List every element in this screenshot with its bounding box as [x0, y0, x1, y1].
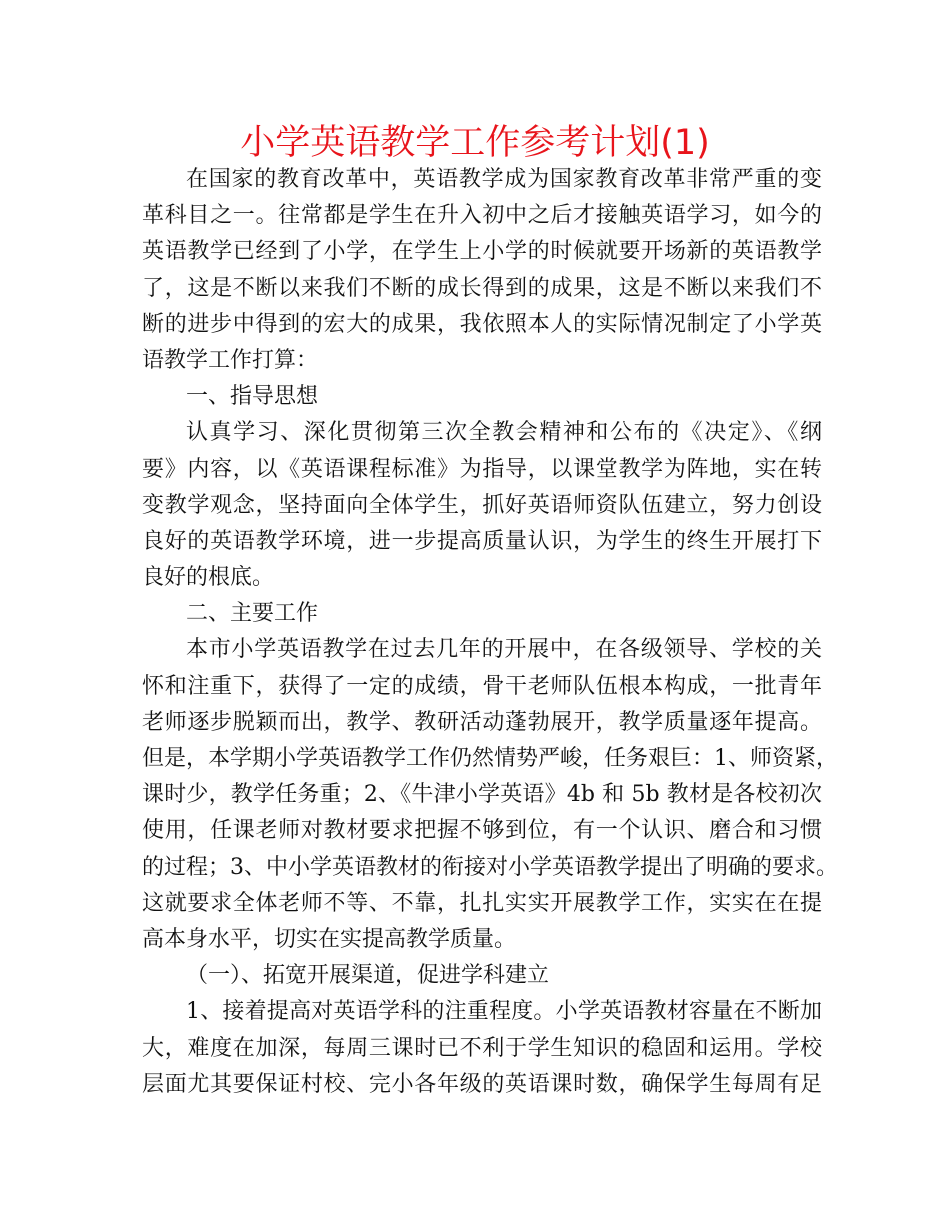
paragraph-line: 老师逐步脱颖而出，教学、教研活动蓬勃展开，教学质量逐年提高。 [142, 709, 822, 735]
paragraph-line: 本市小学英语教学在过去几年的开展中，在各级领导、学校的关 [186, 637, 822, 663]
paragraph-line: 变教学观念，坚持面向全体学生，抓好英语师资队伍建立，努力创设 [142, 492, 822, 518]
paragraph-line: 怀和注重下，获得了一定的成绩，骨干老师队伍根本构成，一批青年 [142, 673, 822, 699]
section-heading: 二、主要工作 [186, 601, 319, 627]
paragraph-line: 但是，本学期小学英语教学工作仍然情势严峻，任务艰巨：1、师资紧， [142, 746, 838, 771]
document-body [142, 162, 838, 1103]
paragraph-line: 层面尤其要保证村校、完小各年级的英语课时数，确保学生每周有足 [142, 1071, 822, 1097]
paragraph-line: 语教学工作打算： [142, 347, 319, 373]
paragraph-line: 课时少，教学任务重；2、《牛津小学英语》4b 和 5b 教材是各校初次 [142, 782, 822, 808]
paragraph-line: 断的进步中得到的宏大的成果，我依照本人的实际情况制定了小学英 [142, 311, 822, 337]
paragraph-line: 1、接着提高对英语学科的注重程度。小学英语教材容量在不断加 [186, 999, 822, 1025]
paragraph-line: 的过程；3、中小学英语教材的衔接对小学英语教学提出了明确的要求。 [142, 854, 838, 880]
paragraph-line: 认真学习、深化贯彻第三次全教会精神和公布的《决定》、《纲 [186, 420, 822, 446]
paragraph-line: 良好的根底。 [142, 565, 275, 591]
subsection-heading: （一）、拓宽开展渠道，促进学科建立 [186, 963, 550, 989]
section-heading: 一、指导思想 [186, 384, 319, 410]
paragraph-line: 要》内容，以《英语课程标准》为指导，以课堂教学为阵地，实在转 [142, 456, 822, 482]
paragraph-line: 英语教学已经到了小学，在学生上小学的时候就要开场新的英语教学 [142, 239, 822, 265]
paragraph-line: 革科目之一。往常都是学生在升入初中之后才接触英语学习，如今的 [142, 203, 822, 229]
paragraph-line: 这就要求全体老师不等、不靠，扎扎实实开展教学工作，实实在在提 [142, 890, 822, 916]
paragraph-line: 使用，任课老师对教材要求把握不够到位，有一个认识、磨合和习惯 [142, 818, 822, 844]
paragraph-line: 高本身水平，切实在实提高教学质量。 [142, 926, 517, 952]
paragraph-line: 良好的英语教学环境，进一步提高质量认识，为学生的终生开展打下 [142, 528, 822, 554]
paragraph-line: 大，难度在加深，每周三课时已不利于学生知识的稳固和运用。学校 [142, 1035, 822, 1061]
paragraph-line: 了，这是不断以来我们不断的成长得到的成果，这是不断以来我们不 [142, 275, 822, 301]
document-title: 小学英语教学工作参考计划(1) [240, 123, 710, 163]
paragraph-line: 在国家的教育改革中，英语教学成为国家教育改革非常严重的变 [186, 167, 822, 192]
